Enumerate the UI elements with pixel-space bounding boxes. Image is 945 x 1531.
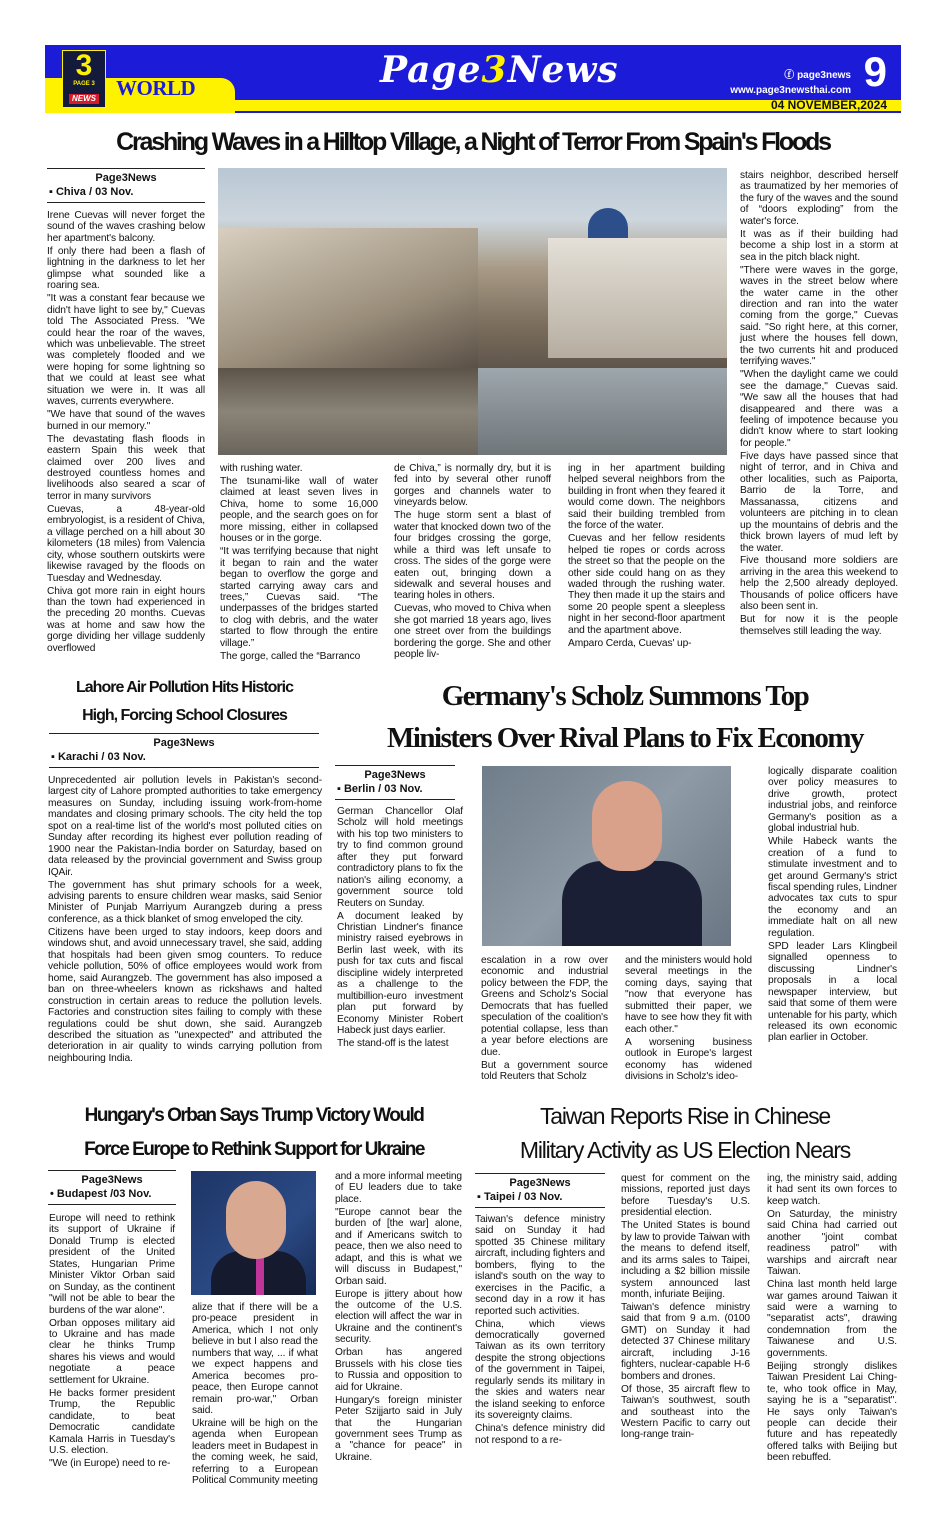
paragraph: Hungary's foreign minister Peter Szijjarto said in July that the Hungarian government sees Trump as a "chance for peace" in Ukraine. bbox=[335, 1394, 462, 1463]
paragraph: and the ministers would hold several meetings in the coming days, saying that "now that everyone has submitted their paper, we have to see how they fit with each other." bbox=[625, 955, 752, 1035]
byline-source: Page3News bbox=[153, 737, 215, 749]
headline-line bbox=[345, 675, 905, 717]
paragraph: Europe is jittery about how the outcome of the U.S. election will affect the war in Ukraine and the continent's security. bbox=[335, 1288, 462, 1346]
headline-text: Crashing Waves in a Hilltop Village, a Night of Terror From Spain's Floods bbox=[116, 128, 830, 156]
article-column bbox=[768, 766, 897, 1094]
paragraph: ing in her apartment building helped several neighbors from the building in front when they feared it would come down. The neighbors said their building trembled from the force of the water. bbox=[568, 463, 725, 532]
paragraph: "When the daylight came we could see the damage," Cuevas said. “We saw all the houses that had disappeared and there was a feeling of impotence because you didn't know where to start looking for people." bbox=[740, 369, 898, 449]
paragraph: alize that if there will be a pro-peace president in America, which I not only believe in but I also read the numbers that way, ... if what we expect happens and America becomes pro-peace, then Europe cannot remain pro-war," Orban said. bbox=[192, 1302, 318, 1417]
section-label: WORLD bbox=[116, 76, 196, 100]
byline-taiwan bbox=[475, 1173, 605, 1208]
paragraph: "It was a constant fear because we didn't have light to see by," Cuevas told The Associated Press. "We could hear the roar of the waves, which was unbelievable. The street was completely flooded and we were hoping for some lightning so that we could at least see what situation we were in. It was all waves, currents everywhere. bbox=[47, 293, 205, 408]
article-column bbox=[625, 955, 752, 1095]
flood-village-photo bbox=[218, 168, 727, 455]
paragraph: The United States is bound by law to provide Taiwan with the means to defend itself, and its arms sales to Taipei, including a $2 billion missile system announced last month, infuriate Beijing. bbox=[621, 1220, 750, 1301]
byline-lahore bbox=[49, 733, 319, 768]
headline-lahore bbox=[47, 674, 322, 730]
paragraph: with rushing water. bbox=[220, 463, 303, 474]
paragraph: The stand-off is the latest bbox=[337, 1038, 449, 1050]
paragraph: He backs former president Trump, the Republic candidate, to beat Democratic candidate Kamala Harris in Tuesday's U.S. election. bbox=[49, 1387, 175, 1457]
paragraph: Chiva got more rain in eight hours than the town had experienced in the preceding 20 months. Cuevas was at home and saw how the gorge dividing her village suddenly overflowed bbox=[47, 585, 205, 654]
headline-line bbox=[45, 1133, 463, 1167]
paragraph: The government has shut primary schools for a week, advising parents to ensure children wear masks, said Senior Minister of Punjab Marriyum Aurangzeb during a press conference, as a thick blanket of smog enveloped the city. bbox=[48, 879, 322, 925]
headline-line bbox=[47, 702, 322, 730]
paragraph: Orban has angered Brussels with his close ties to Russia and opposition to aid for Ukraine. bbox=[335, 1347, 462, 1393]
paragraph: But for now it is the people themselves still leading the way. bbox=[740, 614, 898, 637]
page3news-logo bbox=[62, 50, 106, 108]
masthead-part: Page bbox=[380, 49, 482, 91]
photo-church-dome bbox=[588, 208, 628, 238]
headline-text: Hungary's Orban Says Trump Victory Would bbox=[84, 1105, 424, 1126]
paragraph: The huge storm sent a blast of water that knocked down two of the four bridges crossing the gorge, while a third was left unsafe to cross. The sides of the gorge were eaten out, bringing down a sidewalk and several houses and tearing holes in others. bbox=[394, 510, 551, 602]
photo-face bbox=[592, 781, 662, 871]
logo-news-text: NEWS bbox=[69, 94, 99, 104]
article-column bbox=[568, 463, 725, 673]
headline-line bbox=[45, 1099, 463, 1133]
paragraph: Beijing strongly dislikes Taiwan President Lai Ching-te, who took office in May, saying he is a "separatist". He says only Taiwan's people can decide their future and has repeatedly offered talks with Beijing but been rebuffed. bbox=[767, 1360, 897, 1464]
masthead-part: News bbox=[507, 49, 619, 91]
masthead-part: 3 bbox=[481, 49, 508, 91]
article-column bbox=[394, 463, 551, 673]
issue-date: 04 NOVEMBER,2024 bbox=[770, 98, 887, 112]
article-column bbox=[475, 1214, 605, 1492]
paragraph: Of those, 35 aircraft flew to Taiwan's southwest, south and southeast into the Western Pacific to carry out long-range train- bbox=[621, 1383, 750, 1441]
website-url: www.page3newsthai.com bbox=[730, 85, 851, 96]
byline-location: • Budapest /03 Nov. bbox=[50, 1188, 152, 1200]
headline-text: Force Europe to Rethink Support for Ukraine bbox=[84, 1139, 424, 1160]
byline-location: ▪ Chiva / 03 Nov. bbox=[49, 186, 134, 198]
paragraph: On Saturday, the ministry said China had carried out another "joint combat readiness patrol" with warships and aircraft near Taiwan. bbox=[767, 1208, 897, 1278]
paragraph: If only there had been a flash of lightning in the darkness to let her glimpse what sounded like a roaring sea. bbox=[47, 245, 205, 292]
paragraph: It was as if their building had become a ship lost in a storm at sea in the pitch black night. bbox=[740, 228, 898, 263]
paragraph: Ukraine will be high on the agenda when European leaders meet in Budapest in the coming week, he said, referring to a European Political Community meeting bbox=[192, 1418, 318, 1487]
facebook-icon: ⓕ bbox=[784, 70, 798, 81]
paragraph: German Chancellor Olaf Scholz will hold meetings with his top two ministers to try to find common ground after they put forward contradictory plans to fix the nation's ailing economy, a government source told Reuters on Sunday. bbox=[337, 806, 463, 909]
article-column bbox=[337, 806, 463, 1096]
paragraph: Taiwan's defence ministry said that from 9 a.m. (0100 GMT) on Sunday it had detected 37 Chinese military aircraft, including J-16 fighters, nuclear-capable H-6 bombers and drones. bbox=[621, 1301, 750, 1382]
paragraph: Cuevas and her fellow residents helped tie ropes or cords across the street so that the people on the other side could hang on as they waded through the rushing water. They then made it up the stairs and some 20 people spent a sleepless night in her second-floor apartment and the apartment above. bbox=[568, 533, 725, 636]
byline-source: Page3News bbox=[81, 1174, 143, 1186]
byline-location: ▪ Karachi / 03 Nov. bbox=[51, 751, 146, 763]
article-column bbox=[335, 1171, 462, 1491]
byline-location: ▪ Taipei / 03 Nov. bbox=[477, 1191, 563, 1203]
paragraph: de Chiva,” is normally dry, but it is fed into by several other runoff gorges and channels water to vineyards below. bbox=[394, 463, 551, 509]
byline-source: Page3News bbox=[364, 769, 426, 781]
paragraph: ing, the ministry said, adding it had sent its own forces to keep watch. bbox=[767, 1173, 897, 1207]
paragraph: Taiwan's defence ministry said on Sunday it had spotted 35 Chinese military aircraft, including fighters and bombers, flying to the island's south on the way to exercises in the Pacific, a second day in a row it has reported such activities. bbox=[475, 1214, 605, 1317]
photo-tie bbox=[256, 1256, 264, 1295]
page-number: 9 bbox=[863, 48, 887, 95]
headline-germany bbox=[345, 675, 905, 759]
byline-spain bbox=[47, 168, 205, 203]
paragraph: Cuevas, who moved to Chiva when she got married 18 years ago, lives one street over from the buildings bordering the gorge. She and other people liv- bbox=[394, 603, 551, 661]
photo-face bbox=[226, 1181, 286, 1259]
paragraph: and a more informal meeting of EU leaders due to take place. bbox=[335, 1171, 462, 1205]
paragraph: Europe will need to rethink its support of Ukraine if Donald Trump is elected president of the United States, Hungarian Prime Minister Viktor Orban said on Sunday, as the continent "will not be able to bear the burdens of the war alone". bbox=[49, 1213, 175, 1316]
masthead-title bbox=[380, 49, 619, 91]
article-column bbox=[47, 210, 205, 672]
photo-suit bbox=[562, 861, 702, 946]
paragraph: The devastating flash floods in eastern Spain this week that claimed over 200 lives and destroyed countless homes and livelihoods also seared a scar of terror in many survivors bbox=[47, 433, 205, 502]
article-column bbox=[767, 1173, 897, 1493]
headline-taiwan bbox=[470, 1099, 900, 1167]
headline-hungary bbox=[45, 1099, 463, 1167]
article-column bbox=[192, 1302, 318, 1492]
paragraph: China last month held large war games around Taiwan it said were a warning to "separatist acts", drawing condemnation from the Taiwanese and U.S. governments. bbox=[767, 1279, 897, 1359]
paragraph: Irene Cuevas will never forget the sound of the waves crashing below her apartment's balcony. bbox=[47, 210, 205, 244]
paragraph: A worsening business outlook in Europe's largest economy has widened divisions in Scholz's ideo- bbox=[625, 1036, 752, 1083]
headline-line bbox=[47, 674, 322, 702]
facebook-handle bbox=[784, 70, 851, 82]
photo-floodwater bbox=[478, 368, 727, 455]
headline-line bbox=[470, 1099, 900, 1133]
article-column bbox=[220, 463, 378, 673]
paragraph: Unprecedented air pollution levels in Pakistan's second-largest city of Lahore prompted authorities to take emergency measures on Sunday, including issuing work-from-home mandates and closing primary schools. The city held the top spot on a real-time list of the world's most polluted cities on Sunday after recording its highest ever pollution reading of 1900 near the Pakistan-India border on Saturday, based on data released by the provincial government and Swiss group IQAir. bbox=[48, 775, 322, 878]
paragraph: "There were waves in the gorge, waves in the street below where the water came in the other direction and ran into the water coming from the gorge," Cuevas said. "So right here, at this corner, just where the houses fell down, the two currents hit and produced terrifying waves." bbox=[740, 264, 898, 368]
paragraph: While Habeck wants the creation of a fund to stimulate investment and to get around Germany's strict fiscal spending rules, Lindner advocates tax cuts to spur the economy and an immediate halt on all new regulation. bbox=[768, 836, 897, 939]
headline-text: Germany's Scholz Summons Top bbox=[441, 680, 809, 712]
photo-buildings-left bbox=[218, 228, 478, 368]
byline-hungary bbox=[48, 1170, 176, 1205]
headline-line bbox=[45, 120, 901, 164]
article-column bbox=[49, 1213, 175, 1493]
headline-line bbox=[345, 717, 905, 759]
byline-location: ▪ Berlin / 03 Nov. bbox=[337, 783, 423, 795]
paragraph: SPD leader Lars Klingbeil signalled openness to discussing Lindner's proposals in a local newspaper interview, but said that some of them were untenable for his party, which released its own economic plan earlier in October. bbox=[768, 940, 897, 1044]
logo-page-text: PAGE 3 bbox=[73, 81, 95, 87]
headline-text: Ministers Over Rival Plans to Fix Economy bbox=[386, 722, 864, 754]
paragraph: logically disparate coalition over policy measures to drive growth, protect industrial jobs, and reinforce Germany's position as a global industrial hub. bbox=[768, 766, 897, 835]
scholz-photo bbox=[482, 766, 731, 946]
headline-text: Military Activity as US Election Nears bbox=[519, 1137, 851, 1163]
headline-text: Taiwan Reports Rise in Chinese bbox=[540, 1103, 830, 1129]
paragraph: But a government source told Reuters that Scholz bbox=[481, 1059, 608, 1083]
byline-source: Page3News bbox=[509, 1177, 571, 1189]
article-column bbox=[740, 170, 898, 670]
byline-source: Page3News bbox=[95, 172, 157, 184]
headline-spain bbox=[45, 120, 901, 164]
paragraph: "We (in Europe) need to re- bbox=[49, 1458, 171, 1470]
photo-buildings-right bbox=[548, 238, 727, 358]
headline-text: High, Forcing School Closures bbox=[82, 707, 287, 724]
paragraph: Orban opposes military aid to Ukraine and has made clear he thinks Trump shares his views and would negotiate a peace settlement for Ukraine. bbox=[49, 1317, 175, 1386]
paragraph: stairs neighbor, described herself as traumatized by her memories of the fury of the waves and the sound of “doors exploding” from the water's force. bbox=[740, 170, 898, 227]
paragraph: Five thousand more soldiers are arriving in the area this weekend to help the 2,500 already deployed. Thousands of police officers have also been sent in. bbox=[740, 555, 898, 613]
paragraph: China, which views democratically governed Taiwan as its own territory despite the strong objections of the government in Taipei, regularly sends its military in the skies and waters near the island seeking to enforce its sovereignty claims. bbox=[475, 1318, 605, 1422]
paragraph: escalation in a row over economic and industrial policy between the FDP, the Greens and Scholz's Social Democrats that has fuelled speculation of the coalition's potential collapse, less than a year before elections are due. bbox=[481, 955, 608, 1058]
paragraph: Five days have passed since that night of terror, and in Chiva and other localities, such as Paiporta, Barrio de la Torre, and Massanassa, citizens and volunteers are pitching in to clean up the mountains of debris and the thick brown layers of mud left by the water. bbox=[740, 450, 898, 554]
paragraph: "Europe cannot bear the burden of [the war] alone, and if Americans switch to peace, then we also need to adapt, and this is what we will discuss in Budapest," Orban said. bbox=[335, 1206, 462, 1287]
paragraph: Amparo Cerda, Cuevas' up- bbox=[568, 637, 692, 649]
paragraph: “It was terrifying because that night it began to rain and the water began to overflow the gorge and started carrying away cars and trees,” Cuevas said. “The underpasses of the bridges started to clog with debris, and the water started to flow through the entire village.” bbox=[220, 546, 378, 649]
paragraph: Cuevas, a 48-year-old embryologist, is a resident of Chiva, a village perched on a hill about 30 kilometers (18 miles) from Valencia city, whose southern outskirts were likewise ravaged by the floods on Tuesday and Wednesday. bbox=[47, 503, 205, 584]
logo-number: 3 bbox=[75, 49, 93, 82]
paragraph: Citizens have been urged to stay indoors, keep doors and windows shut, and avoid unnecessary travel, she said, adding that hospitals had been given smog counters. To reduce vehicle pollution, 50% of office employees would work from home, said Aurangzeb. The government has also imposed a ban on three-wheelers known as rickshaws and halted construction in certain areas to reduce the pollution levels. Factories and construction sites failing to comply with these regulations could be shut down, she said. Aurangzeb described the situation as "unexpected" and attributed the deterioration in air quality to winds carrying pollution from neighbouring India. bbox=[48, 926, 322, 1064]
paragraph: China's defence ministry did not respond to a re- bbox=[475, 1423, 605, 1446]
article-column bbox=[621, 1173, 750, 1493]
paragraph: A document leaked by Christian Lindner's finance ministry raised eyebrows in Berlin last week, with its push for tax cuts and fiscal discipline widely interpreted as a challenge to the multibillion-euro investment plan put forward by Economy Minister Robert Habeck just days earlier. bbox=[337, 910, 463, 1037]
headline-line bbox=[470, 1133, 900, 1167]
orban-photo bbox=[191, 1171, 316, 1295]
paragraph: "We have that sound of the waves burned in our memory." bbox=[47, 409, 205, 432]
byline-germany bbox=[335, 765, 455, 800]
paragraph: The gorge, called the “Barranco bbox=[220, 650, 361, 662]
masthead-banner bbox=[45, 45, 901, 113]
article-column bbox=[481, 955, 608, 1095]
headline-text: Lahore Air Pollution Hits Historic bbox=[76, 679, 293, 696]
paragraph: quest for comment on the missions, reported just days before Tuesday's U.S. presidential election. bbox=[621, 1173, 750, 1219]
paragraph: The tsunami-like wall of water claimed at least seven lives in Chiva, home to some 16,000 people, and the search goes on for more missing, either in collapsed houses or in the gorge. bbox=[220, 475, 378, 545]
facebook-text: page3news bbox=[797, 70, 851, 81]
article-column bbox=[48, 775, 322, 1085]
